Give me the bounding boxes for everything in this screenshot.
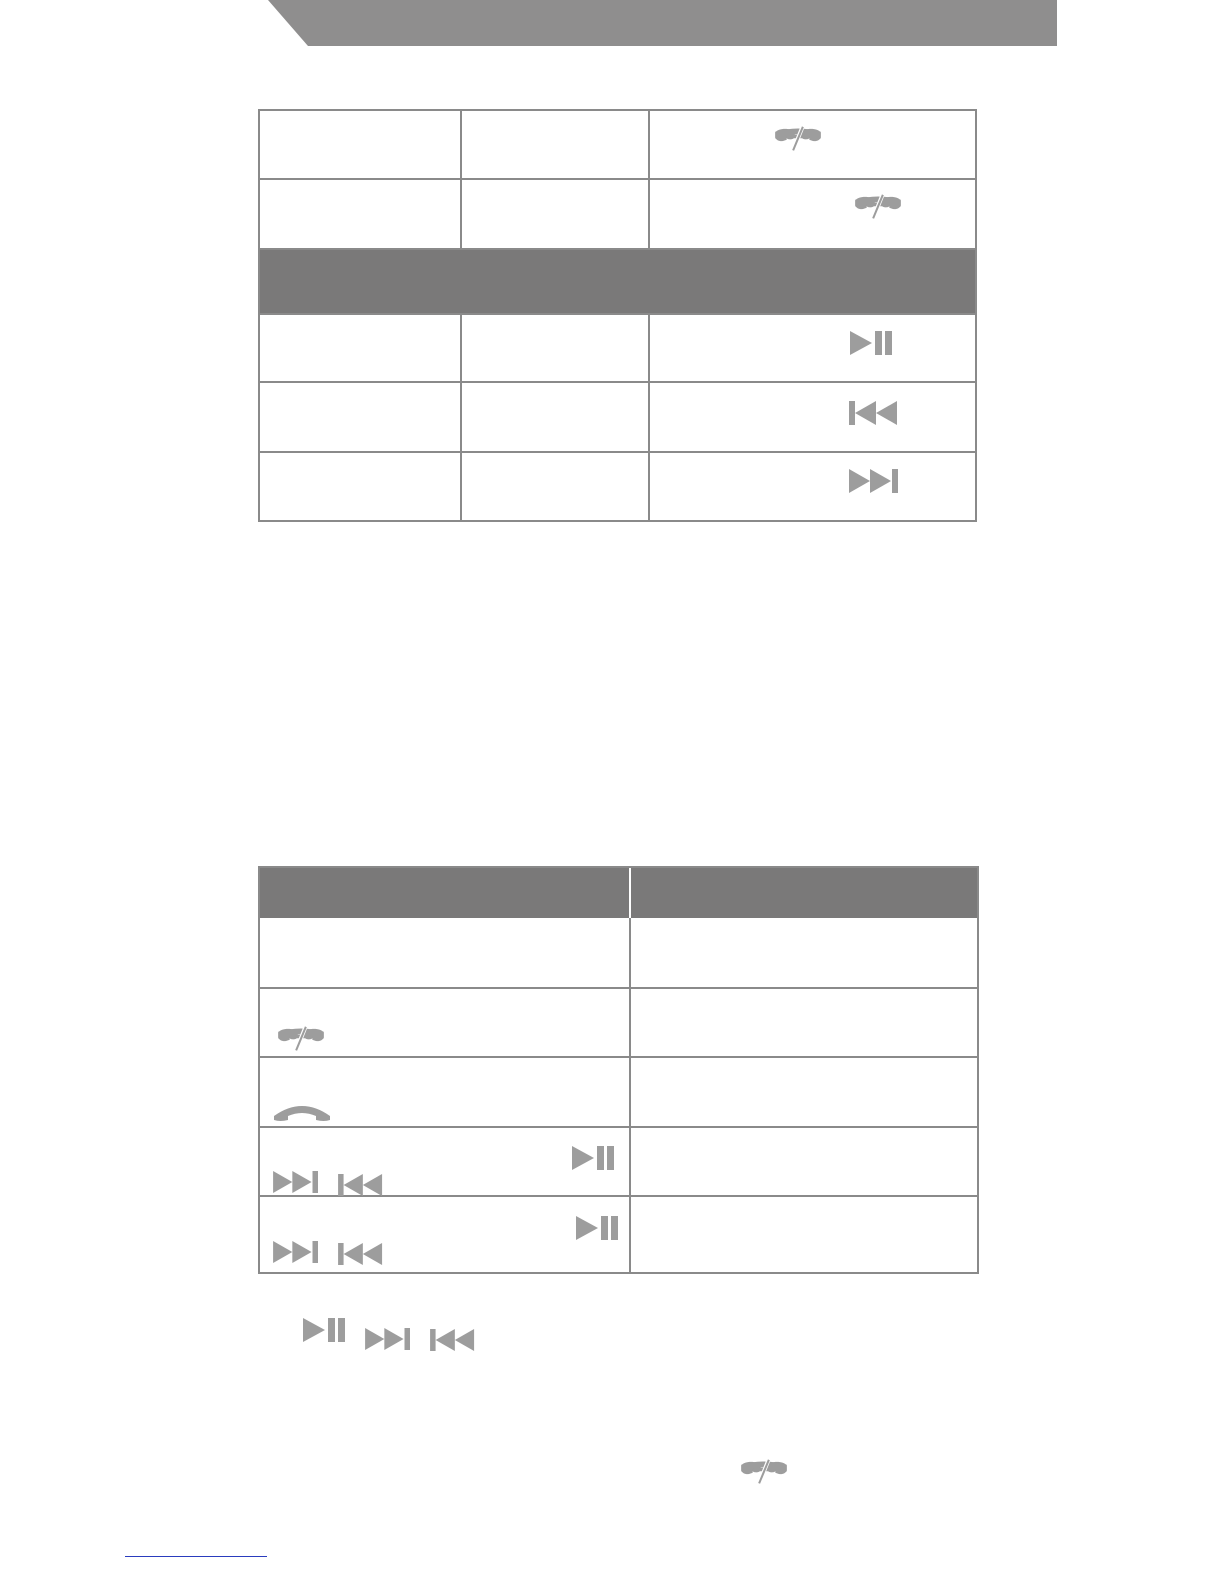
- next-track-icon: [363, 1328, 413, 1350]
- table-2-header-gap: [629, 868, 631, 918]
- previous-track-icon: [336, 1243, 386, 1265]
- table-1-row-divider: [260, 248, 975, 250]
- table-2-row-divider: [260, 1126, 977, 1128]
- answer-phone-icon: [271, 1102, 333, 1122]
- table-2-column-divider: [629, 868, 631, 1272]
- hang-up-phone-icon: [768, 126, 828, 152]
- next-track-icon: [849, 469, 899, 493]
- table-1-column-divider: [648, 313, 650, 520]
- table-1-column-divider: [460, 111, 462, 249]
- hang-up-phone-icon: [848, 194, 908, 220]
- play-pause-icon: [303, 1318, 347, 1342]
- table-2-row-divider: [260, 1056, 977, 1058]
- table-1-row-divider: [260, 451, 975, 453]
- table-1-column-divider: [648, 111, 650, 249]
- table-1-row-divider: [260, 178, 975, 180]
- table-2-header: [260, 868, 977, 918]
- hang-up-phone-icon: [271, 1026, 331, 1052]
- header-banner: [268, 0, 1057, 46]
- previous-track-icon: [428, 1329, 478, 1351]
- previous-track-icon: [849, 401, 899, 425]
- table-1-column-divider: [460, 313, 462, 520]
- table-2-border: [258, 866, 979, 1274]
- play-pause-icon: [576, 1216, 620, 1240]
- table-1-border: [258, 109, 977, 522]
- play-pause-icon: [572, 1146, 616, 1170]
- table-2-row-divider: [260, 987, 977, 989]
- next-track-icon: [271, 1171, 321, 1193]
- hang-up-phone-icon: [734, 1459, 794, 1485]
- play-pause-icon: [850, 331, 894, 355]
- table-1-row-divider: [260, 381, 975, 383]
- table-1-row-divider: [260, 313, 975, 315]
- next-track-icon: [271, 1241, 321, 1263]
- footnote-rule: [125, 1556, 267, 1557]
- previous-track-icon: [336, 1174, 386, 1196]
- table-1-section-header: [260, 249, 975, 313]
